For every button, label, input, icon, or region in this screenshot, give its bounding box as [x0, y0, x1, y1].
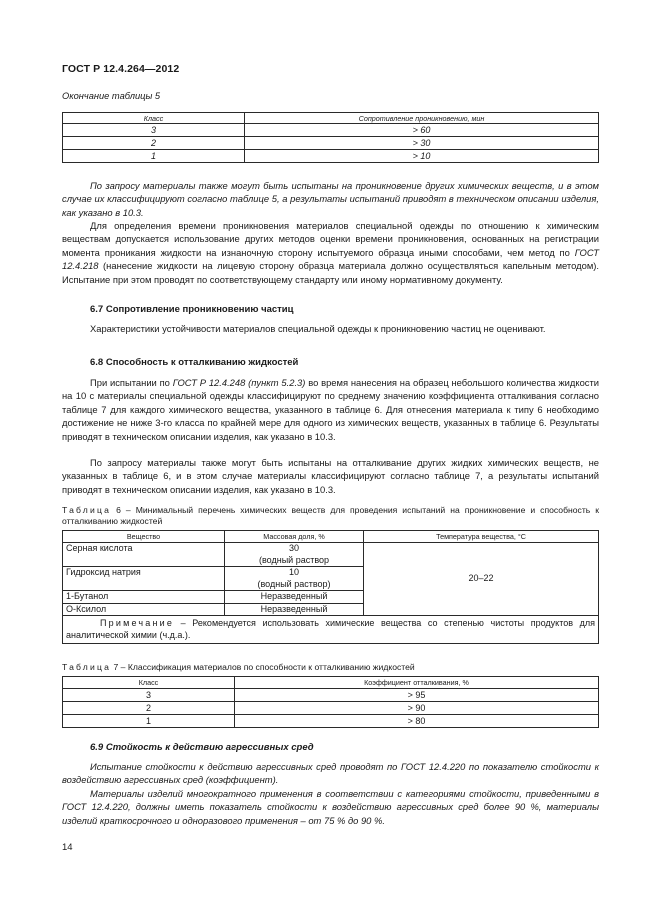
- table5-cell-class: 1: [63, 150, 245, 163]
- paragraph-text: (нанесение жидкости на лицевую сторону образца материала должно осуществляться капельным методом). Испытание при этом проводят по соответствующему стандарту или иному нормативному документу.: [62, 260, 599, 285]
- table5-cell-value: > 30: [245, 137, 599, 150]
- table5-cell-class: 3: [63, 124, 245, 137]
- paragraph-text: во время нанесения на образец небольшого количества жидкости на 10 с материалы специальной одежды классифицируют по среднему значению коэффициента отталкивания согласно таблице 7 для каждого химического вещества, указанного в таблице 6. Для отнесения материала к типу 6 необходимо достижение не ниже 3-го класса по крайней мере для одного из химических веществ, указанных в таблице 6. Результаты приводят в техническом описании изделия, как указано в 10.3.: [62, 377, 599, 442]
- fraction-note: (водный раствор): [257, 578, 331, 589]
- table-row: [63, 124, 599, 137]
- table6-cell-fraction: [225, 543, 364, 567]
- table6-cell-substance: О-Ксилол: [63, 603, 225, 616]
- table7-cell-value: > 95: [235, 689, 599, 702]
- paragraph-aggressive-test: Испытание стойкости к действию агрессивных сред проводят по ГОСТ 12.4.220 по показателю стойкости к воздействию агрессивных сред (коэффициент).: [62, 761, 599, 786]
- table6-header-substance: Вещество: [63, 531, 225, 543]
- table5-cell-value: > 60: [245, 124, 599, 137]
- table5-header-resistance: Сопротивление проникновению, мин: [245, 113, 599, 124]
- table6-cell-substance: Серная кислота: [63, 543, 225, 567]
- table-7: [62, 676, 599, 728]
- paragraph-repellency-test: [62, 376, 599, 443]
- table7-cell-class: 3: [63, 689, 235, 702]
- paragraph-text: Для определения времени проникновения материалов специальной одежды по отношению к химическим веществам допускается использование других методов оценки времени проникновения, основанных на регистрации момента проникания жидкости на изнаночную сторону испытуемого образца иными способами, чем метод по: [62, 220, 599, 258]
- paragraph-alternative-methods: [62, 219, 599, 286]
- paragraph-text: При испытании по: [90, 377, 173, 388]
- table-row: [63, 543, 599, 567]
- fraction-value: 10: [288, 567, 299, 577]
- table-row: [63, 689, 599, 702]
- table7-cell-class: 1: [63, 715, 235, 728]
- page-number: 14: [62, 842, 73, 853]
- table7-header-class: Класс: [63, 677, 235, 689]
- document-header: ГОСТ Р 12.4.264—2012: [62, 63, 180, 75]
- table6-caption-text: 6 – Минимальный перечень химических веществ для проведения испытаний на проникновение и способность к отталкиванию жидкостей: [62, 505, 599, 526]
- table6-caption-label: Таблица: [62, 505, 112, 515]
- paragraph-aggressive-requirements: Материалы изделий многократного применения в соответствии с категориями стойкости, приведенными в ГОСТ 12.4.220, должны иметь показатель стойкости к воздействию агрессивных сред более 90 %, материалы изделий краткосрочного и одноразового применения – от 75 % до 90 %.: [62, 788, 599, 826]
- section-heading-6-8: 6.8 Способность к отталкиванию жидкостей: [90, 357, 299, 368]
- table-6: [62, 530, 599, 644]
- paragraph-particle-resistance: Характеристики устойчивости материалов специальной одежды к проникновению частиц не оценивают.: [90, 323, 546, 334]
- table5-caption: Окончание таблицы 5: [62, 91, 161, 101]
- table7-cell-value: > 80: [235, 715, 599, 728]
- table5-cell-class: 2: [63, 137, 245, 150]
- table7-caption: [62, 662, 599, 673]
- table-row: [63, 137, 599, 150]
- table6-cell-fraction: [225, 567, 364, 591]
- table6-note-label: Примечание: [100, 618, 175, 628]
- table-row: [63, 702, 599, 715]
- table6-cell-substance: 1-Бутанол: [63, 591, 225, 604]
- table5-cell-value: > 10: [245, 150, 599, 163]
- table-row: [63, 616, 599, 644]
- table6-note-text: – Рекомендуется использовать химические вещества со степенью чистоты продуктов для аналитической химии (ч.д.а.).: [66, 618, 595, 640]
- table-row: [63, 150, 599, 163]
- paragraph-request-other-liquids: По запросу материалы также могут быть испытаны на отталкивание других жидких химических веществ, не указанных в таблице 6, и в этом случае материалы классифицируют согласно таблице 7, а результаты испытаний приводят в техническом описании изделия, как указано в 10.3.: [62, 457, 599, 495]
- table7-cell-class: 2: [63, 702, 235, 715]
- table6-header-fraction: Массовая доля, %: [225, 531, 364, 543]
- table6-note: [63, 616, 599, 644]
- table6-cell-fraction: Неразведенный: [225, 603, 364, 616]
- table7-caption-text: 7 – Классификация материалов по способности к отталкиванию жидкостей: [111, 662, 415, 672]
- section-heading-6-9: 6.9 Стойкость к действию агрессивных сред: [90, 742, 314, 753]
- fraction-value: 30: [288, 543, 299, 553]
- table7-caption-label: Таблица: [62, 662, 112, 672]
- table6-cell-substance: Гидроксид натрия: [63, 567, 225, 591]
- table-row: [63, 715, 599, 728]
- table6-cell-temperature: 20–22: [364, 543, 599, 616]
- section-heading-6-7: 6.7 Сопротивление проникновению частиц: [90, 304, 294, 315]
- standard-reference: ГОСТ 12.4.218: [62, 246, 599, 272]
- paragraph-request-other-chemicals: По запросу материалы также могут быть испытаны на проникновение других химических веществ, и в этом случае их классифицируют согласно таблице 5, а результаты испытаний приводят в техническом описании изделия, как указано в 10.3.: [62, 180, 599, 218]
- standard-reference: ГОСТ Р 12.4.248 (пункт 5.2.3): [172, 377, 306, 388]
- table7-cell-value: > 90: [235, 702, 599, 715]
- table5-header-class: Класс: [63, 113, 245, 124]
- table7-header-coefficient: Коэффициент отталкивания, %: [235, 677, 599, 689]
- table-5: [62, 112, 599, 163]
- fraction-note: (водный раствор: [258, 554, 330, 565]
- table6-cell-fraction: Неразведенный: [225, 591, 364, 604]
- table6-header-temperature: Температура вещества, °С: [364, 531, 599, 543]
- table6-caption: [62, 505, 599, 527]
